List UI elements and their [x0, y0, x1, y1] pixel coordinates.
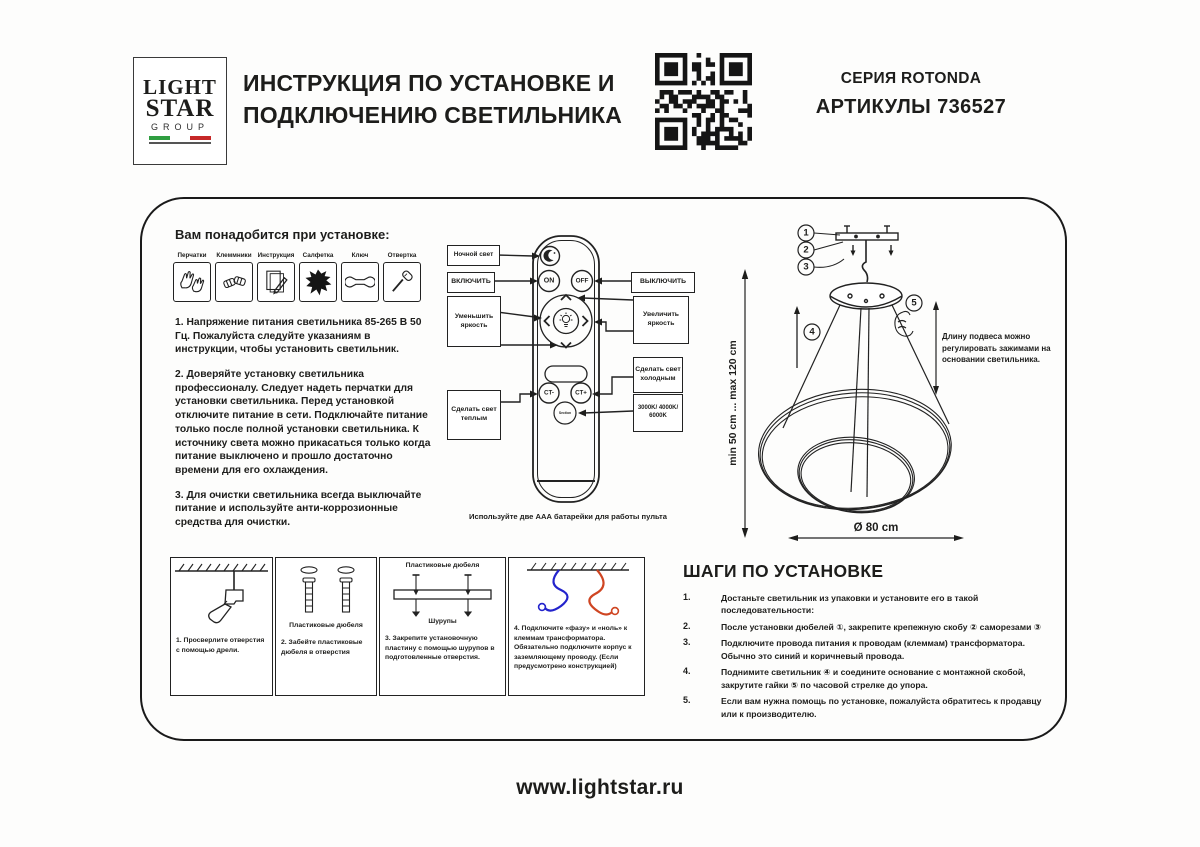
step-row-3: 3. Подключите провода питания к проводам (клеммам) трансформатора. Обычно это синий и коричневый провода. — [683, 637, 1025, 661]
svg-text:OFF: OFF — [575, 277, 589, 285]
dpad-arrows — [545, 295, 588, 348]
canopy — [830, 283, 902, 309]
svg-text:CT+: CT+ — [575, 389, 587, 397]
logo-text-star: STAR — [145, 95, 215, 123]
install-panel-2 — [275, 557, 377, 696]
qr-code — [655, 53, 752, 150]
brightness-dpad — [540, 295, 592, 348]
diameter-label: Ø 80 cm — [853, 522, 899, 534]
night-light-label: Ночной свет — [447, 245, 500, 266]
warm-light-label: Сделать свет теплым — [447, 390, 501, 440]
safety-notes — [175, 316, 431, 541]
dowels-label-top: Пластиковые дюбеля — [405, 562, 480, 569]
napkin-icon — [303, 266, 333, 298]
dowels-label: Пластиковые дюбеля — [289, 622, 363, 629]
callout-5 — [906, 295, 922, 311]
battery-note: Используйте две ААА батарейки для работы пульта — [469, 512, 667, 521]
svg-text:3: 3 — [803, 261, 809, 273]
cold-light-label: Сделать свет холодным — [633, 357, 683, 393]
product-identity — [788, 70, 1034, 119]
install-panel-3 — [379, 557, 506, 696]
logo-text-light: LIGHT — [143, 74, 217, 99]
callout-4 — [794, 306, 820, 368]
decrease-brightness-label: Уменьшить яркость — [447, 296, 501, 347]
tool-item-napkin: Салфетка — [299, 252, 337, 302]
manual-icon — [261, 266, 291, 298]
panel-caption: 2. Забейте пластиковые дюбеля в отверстия — [281, 639, 363, 656]
terminals-icon — [219, 266, 249, 298]
wrench-icon — [345, 266, 375, 298]
drill-illustration — [171, 558, 272, 633]
diameter-dimension — [788, 522, 964, 541]
svg-text:Section: Section — [558, 411, 572, 415]
dowels-illustration — [276, 558, 376, 620]
steps-heading: ШАГИ ПО УСТАНОВКЕ — [683, 561, 884, 581]
blank-pill-button — [545, 366, 587, 382]
svg-text:1: 1 — [803, 227, 809, 239]
gloves-icon — [177, 266, 207, 298]
connector-lines — [491, 255, 633, 413]
night-light-button — [541, 247, 560, 266]
page-title — [243, 68, 663, 131]
ct-minus-button — [539, 383, 559, 403]
callout-3 — [798, 259, 814, 275]
italian-flag-bar — [149, 136, 211, 144]
callout-2 — [798, 242, 814, 258]
hand-icon — [895, 311, 913, 336]
ct-plus-button — [571, 383, 591, 403]
panel-caption: 4. Подключите «фазу» и «ноль» к клеммам трансформатора. Обязательно подключите корпус к заземляющему проводу. (Если предусмотрено конструкцией) — [514, 625, 632, 671]
svg-text:5: 5 — [911, 297, 917, 309]
increase-brightness-label: Увеличить яркость — [633, 296, 689, 344]
install-panel-4 — [508, 557, 645, 696]
title-line-2: ПОДКЛЮЧЕНИЮ СВЕТИЛЬНИКА — [243, 101, 623, 128]
tool-item-wrench: Ключ — [341, 252, 379, 302]
lightstar-logo — [133, 57, 227, 165]
height-dimension — [727, 269, 748, 538]
panel-caption: 1. Просверлите отверстия с помощью дрели. — [176, 637, 265, 654]
website-url[interactable]: www.lightstar.ru — [516, 776, 684, 799]
ceiling-bracket — [836, 226, 898, 252]
note-paragraph-2: 2. Доверяйте установку светильника профессионалу. Следует надеть перчатки для установки светильника. Перед установкой отключите питание в сети. Подключайте питание только после полной установки светильника. К источнику света можно прикасаться только когда питание выключено и прошло достаточно времени для его охлаждения. — [175, 369, 431, 476]
svg-text:2: 2 — [803, 244, 809, 256]
step-row-1: 1. Достаньте светильник из упаковки и установите его в такой последовательности: — [683, 592, 979, 616]
bulb-icon — [560, 313, 573, 327]
note-paragraph-1: 1. Напряжение питания светильника 85-265 В 50 Гц. Пожалуйста следуйте указаниям в инструкции, чтобы установить светильник. — [175, 317, 422, 356]
off-button — [572, 271, 593, 292]
tool-item-manual: Инструкция — [257, 252, 295, 302]
tools-row — [173, 252, 421, 302]
panel-caption: 3. Закрепите установочную пластину с помощью шурупов в подготовленные отверстия. — [385, 635, 495, 662]
tool-item-gloves: Перчатки — [173, 252, 211, 302]
adjust-dimension — [933, 301, 939, 395]
screws-label: Шурупы — [428, 618, 457, 625]
remote-body — [533, 236, 599, 502]
step-row-2: 2. После установки дюбелей ①, закрепите крепежную скобу ② саморезами ③ — [683, 620, 1042, 632]
article-label: АРТИКУЛЫ 736527 — [815, 96, 1007, 118]
turn-on-label: ВКЛЮЧИТЬ — [447, 272, 495, 293]
suspension-cables — [783, 305, 949, 497]
mounting-plate-illustration — [380, 571, 505, 617]
title-line-1: ИНСТРУКЦИЯ ПО УСТАНОВКЕ И — [243, 70, 615, 96]
svg-text:ON: ON — [543, 277, 555, 285]
lamp-diagram — [720, 210, 1065, 560]
turn-off-label: ВЫКЛЮЧИТЬ — [631, 272, 695, 293]
step-row-4: 4. Поднимите светильник ④ и соедините основание с монтажной скобой, закрутите гайки ⑤ по часовой стрелке до упора. — [683, 666, 1026, 690]
note-paragraph-3: 3. Для очистки светильника всегда выключайте питание и используйте анти-коррозионные средства для очистки. — [175, 489, 422, 528]
color-temps-label: 3000K/ 4000K/ 6000K — [633, 394, 683, 432]
section-button — [554, 402, 576, 424]
install-panel-1 — [170, 557, 273, 696]
step-row-5: 5. Если вам нужна помощь по установке, пожалуйста обратитесь к продавцу или к производителю. — [683, 695, 1042, 719]
callout-1 — [798, 225, 814, 241]
screwdriver-icon — [387, 266, 417, 298]
tool-item-terminals: Клеммники — [215, 252, 253, 302]
lamp-rings — [754, 383, 955, 518]
logo-text-group: GROUP — [150, 122, 209, 133]
svg-text:CT-: CT- — [544, 389, 554, 397]
series-label: СЕРИЯ ROTONDA — [840, 70, 982, 87]
suspension-hook — [862, 240, 867, 282]
svg-text:4: 4 — [809, 326, 815, 338]
installation-steps — [683, 561, 1055, 724]
steps-list — [683, 592, 1055, 720]
on-button — [539, 271, 560, 292]
tools-heading: Вам понадобится при установке: — [175, 227, 390, 242]
tool-item-screwdriver: Отвертка — [383, 252, 421, 302]
height-dimension-label: min 50 cm ... max 120 cm — [727, 340, 739, 466]
moon-icon — [544, 250, 554, 262]
wires-illustration — [509, 558, 644, 622]
suspension-note: Длину подвеса можно регулировать зажимами на основании светильника. — [942, 332, 1051, 365]
